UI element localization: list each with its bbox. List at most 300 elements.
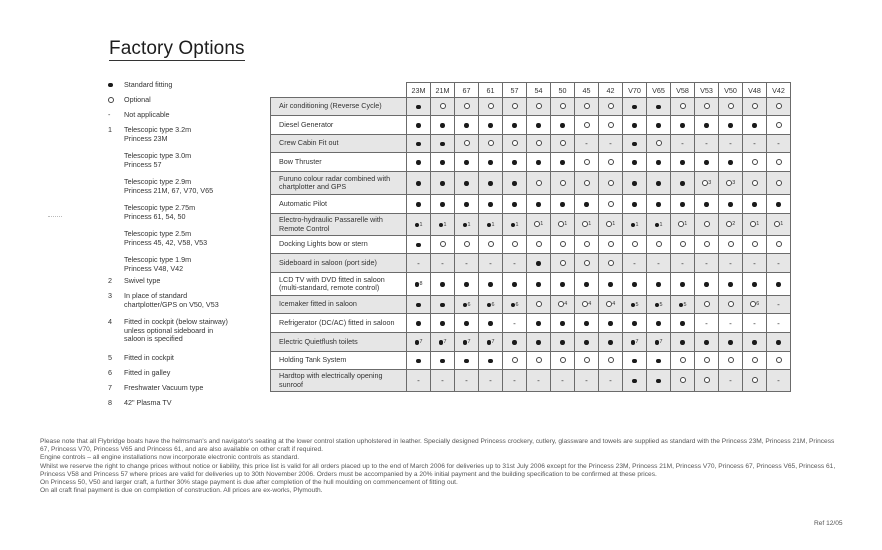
standard-dot-icon bbox=[728, 123, 733, 128]
not-applicable-mark: - bbox=[753, 139, 756, 148]
optional-circle-icon bbox=[584, 241, 590, 247]
legend-text: Fitted in cockpit bbox=[124, 353, 174, 362]
standard-dot-icon bbox=[728, 282, 733, 287]
footnote-number: 6 bbox=[515, 301, 519, 308]
optional-circle-icon bbox=[728, 301, 734, 307]
option-cell bbox=[743, 98, 767, 116]
not-applicable-mark: - bbox=[681, 258, 684, 268]
option-cell bbox=[767, 370, 791, 392]
standard-dot-icon bbox=[415, 223, 420, 228]
option-cell bbox=[527, 153, 551, 172]
option-cell bbox=[431, 370, 455, 392]
option-cell bbox=[623, 172, 647, 195]
option-cell bbox=[503, 236, 527, 254]
note-paragraph: Please note that all Flybridge boats have the helmsman's and navigator's seating at the lower control station upholstered in leather. Specially designed Princess crockery, cutlery, glassware and towels are supplied as standard with the Princess 23M, Princess 21M, Princess 67, Princess V70, Princess V65 and Princess 61, and are also available on other craft if required. bbox=[40, 438, 835, 454]
optional-circle-icon bbox=[656, 241, 662, 247]
optional-circle-icon bbox=[752, 357, 758, 363]
option-cell bbox=[743, 172, 767, 195]
option-cell bbox=[551, 314, 575, 333]
optional-circle-icon bbox=[608, 159, 614, 165]
option-cell bbox=[719, 314, 743, 333]
not-applicable-mark: - bbox=[585, 139, 588, 148]
footnote-number: 5 bbox=[683, 301, 687, 308]
option-cell bbox=[671, 254, 695, 273]
option-cell bbox=[503, 153, 527, 172]
standard-dot-icon bbox=[416, 243, 421, 248]
legend-text: Optional bbox=[124, 95, 151, 104]
standard-dot-icon bbox=[536, 123, 541, 128]
option-cell bbox=[671, 236, 695, 254]
optional-circle-icon bbox=[608, 122, 614, 128]
standard-dot-icon bbox=[536, 160, 541, 165]
option-cell bbox=[719, 370, 743, 392]
standard-dot-icon bbox=[488, 123, 493, 128]
standard-dot-icon bbox=[656, 321, 661, 326]
option-cell bbox=[407, 296, 431, 314]
option-cell bbox=[743, 254, 767, 273]
optional-circle-icon bbox=[560, 140, 566, 146]
note-paragraph: On Princess 50, V50 and larger craft, a further 30% stage payment is due after completion of the hull moulding on commencement of fitting out. bbox=[40, 479, 458, 487]
option-cell bbox=[455, 273, 479, 296]
note-paragraph: Whilst we reserve the right to change prices without notice or liability, this price list is valid for all orders placed up to the end of March 2006 for deliveries up to 31st July 2006 except for the Princess 23M, Princess 21M, Princess V70, Princess 67, Princess V65, Princess 61, Princess V58 and Princess 57 where prices are valid for deliveries up to 30th November 2006. Orders must be accompanied by a 20% initial payment and the building specification to be confirmed at these prices. bbox=[40, 462, 836, 478]
legend-item bbox=[108, 111, 254, 120]
standard-dot-icon bbox=[608, 340, 613, 345]
legend-item bbox=[108, 399, 254, 408]
standard-dot-icon bbox=[415, 340, 420, 345]
option-cell bbox=[599, 153, 623, 172]
standard-dot-icon bbox=[560, 160, 565, 165]
option-cell bbox=[623, 254, 647, 273]
standard-dot-icon bbox=[440, 282, 445, 287]
optional-circle-icon bbox=[776, 122, 782, 128]
model-header: V53 bbox=[695, 83, 719, 98]
not-applicable-mark: - bbox=[489, 376, 492, 385]
legend-text: Freshwater Vacuum type bbox=[124, 383, 204, 392]
footnote-number: 1 bbox=[564, 221, 568, 227]
model-header: 21M bbox=[431, 83, 455, 98]
option-cell bbox=[671, 314, 695, 333]
option-cell bbox=[551, 273, 575, 296]
legend-text: Swivel type bbox=[124, 276, 161, 285]
standard-dot-icon bbox=[440, 303, 445, 308]
model-header: V70 bbox=[623, 83, 647, 98]
footnote-number: 1 bbox=[684, 221, 688, 227]
not-applicable-mark: - bbox=[753, 318, 756, 328]
model-header: 42 bbox=[599, 83, 623, 98]
option-cell bbox=[719, 172, 743, 195]
option-cell bbox=[647, 296, 671, 314]
optional-circle-icon bbox=[440, 103, 446, 109]
optional-circle-icon bbox=[558, 221, 564, 227]
standard-dot-icon bbox=[536, 321, 541, 326]
option-cell bbox=[647, 254, 671, 273]
feature-label: Electro-hydraulic Passarelle with Remote Control bbox=[271, 214, 407, 236]
legend-text: In place of standard chartplotter/GPS on V50, V53 bbox=[124, 291, 219, 309]
option-cell bbox=[671, 333, 695, 352]
option-cell bbox=[527, 116, 551, 135]
feature-label: Air conditioning (Reverse Cycle) bbox=[271, 98, 407, 116]
option-cell bbox=[575, 116, 599, 135]
option-cell bbox=[695, 236, 719, 254]
legend-item bbox=[108, 204, 254, 221]
standard-dot-icon bbox=[560, 123, 565, 128]
standard-dot-icon bbox=[488, 202, 493, 207]
optional-circle-icon bbox=[512, 140, 518, 146]
standard-dot-icon bbox=[728, 202, 733, 207]
table-row bbox=[271, 172, 791, 195]
option-cell bbox=[767, 254, 791, 273]
standard-dot-icon bbox=[415, 282, 420, 287]
legend-item bbox=[108, 318, 254, 344]
option-cell bbox=[407, 370, 431, 392]
standard-dot-icon bbox=[776, 340, 781, 345]
not-applicable-mark: - bbox=[729, 139, 732, 148]
optional-circle-icon bbox=[558, 301, 564, 307]
feature-label: Icemaker fitted in saloon bbox=[271, 296, 407, 314]
optional-circle-icon bbox=[608, 103, 614, 109]
optional-circle-icon bbox=[608, 180, 614, 186]
optional-circle-icon bbox=[608, 201, 614, 207]
optional-circle-icon bbox=[680, 357, 686, 363]
option-cell bbox=[407, 273, 431, 296]
legend-key: 2 bbox=[108, 276, 112, 285]
option-cell bbox=[743, 370, 767, 392]
optional-circle-icon bbox=[680, 241, 686, 247]
optional-circle-icon bbox=[512, 103, 518, 109]
optional-circle-icon bbox=[606, 301, 612, 307]
legend-text: Telescopic type 2.75m Princess 61, 54, 50 bbox=[124, 203, 196, 221]
note-paragraph: On all craft final payment is due on completion of construction. All prices are ex-works, Plymouth. bbox=[40, 487, 323, 495]
option-cell bbox=[719, 135, 743, 153]
standard-dot-icon bbox=[440, 359, 445, 364]
standard-dot-icon bbox=[632, 142, 637, 147]
option-cell bbox=[407, 254, 431, 273]
footnote-number: 7 bbox=[467, 339, 471, 346]
option-cell bbox=[575, 236, 599, 254]
standard-dot-icon bbox=[463, 303, 468, 308]
optional-circle-icon bbox=[702, 180, 708, 186]
option-cell bbox=[527, 172, 551, 195]
footnote-number: 4 bbox=[564, 301, 568, 307]
legend-key: - bbox=[108, 110, 111, 119]
option-cell bbox=[647, 214, 671, 236]
standard-dot-icon bbox=[416, 359, 421, 364]
option-cell bbox=[767, 116, 791, 135]
legend-key: 8 bbox=[108, 398, 112, 407]
standard-dot-icon bbox=[656, 282, 661, 287]
option-cell bbox=[575, 273, 599, 296]
optional-circle-icon bbox=[440, 241, 446, 247]
footnote-number: 5 bbox=[659, 301, 663, 308]
legend-item bbox=[108, 354, 254, 363]
option-cell bbox=[479, 333, 503, 352]
option-cell bbox=[551, 214, 575, 236]
option-cell bbox=[551, 370, 575, 392]
footnote-number: 4 bbox=[588, 301, 592, 307]
standard-dot-icon bbox=[680, 321, 685, 326]
standard-dot-icon bbox=[416, 160, 421, 165]
feature-label: Crew Cabin Fit out bbox=[271, 135, 407, 153]
optional-circle-icon bbox=[776, 159, 782, 165]
not-applicable-mark: - bbox=[441, 376, 444, 385]
standard-dot-icon bbox=[704, 340, 709, 345]
standard-dot-icon bbox=[584, 282, 589, 287]
standard-dot-icon bbox=[464, 282, 469, 287]
option-cell bbox=[695, 273, 719, 296]
footnote-number: 1 bbox=[780, 221, 784, 227]
option-cell bbox=[479, 98, 503, 116]
not-applicable-mark: - bbox=[441, 258, 444, 268]
option-cell bbox=[767, 135, 791, 153]
standard-dot-icon bbox=[512, 282, 517, 287]
footnote-number: 1 bbox=[515, 221, 519, 228]
option-cell bbox=[503, 273, 527, 296]
option-cell bbox=[623, 195, 647, 214]
standard-dot-icon bbox=[464, 359, 469, 364]
table-row bbox=[271, 98, 791, 116]
optional-circle-icon bbox=[488, 241, 494, 247]
standard-dot-icon bbox=[440, 181, 445, 186]
option-cell bbox=[503, 352, 527, 370]
option-cell bbox=[599, 214, 623, 236]
model-header: V50 bbox=[719, 83, 743, 98]
standard-dot-icon bbox=[439, 223, 444, 228]
option-cell bbox=[671, 172, 695, 195]
crop-mark bbox=[48, 216, 62, 218]
legend-text: Standard fitting bbox=[124, 80, 173, 89]
option-cell bbox=[695, 135, 719, 153]
option-cell bbox=[407, 116, 431, 135]
option-cell bbox=[599, 254, 623, 273]
not-applicable-mark: - bbox=[417, 376, 420, 385]
option-cell bbox=[431, 273, 455, 296]
standard-dot-icon bbox=[632, 105, 637, 110]
standard-dot-icon bbox=[680, 123, 685, 128]
feature-label: Holding Tank System bbox=[271, 352, 407, 370]
option-cell bbox=[671, 98, 695, 116]
not-applicable-mark: - bbox=[537, 376, 540, 385]
optional-circle-icon bbox=[704, 301, 710, 307]
not-applicable-mark: - bbox=[657, 258, 660, 268]
standard-dot-icon bbox=[680, 160, 685, 165]
option-cell bbox=[695, 333, 719, 352]
option-cell bbox=[479, 273, 503, 296]
option-cell bbox=[671, 153, 695, 172]
option-cell bbox=[407, 172, 431, 195]
feature-label: Electric Quietflush toilets bbox=[271, 333, 407, 352]
option-cell bbox=[743, 273, 767, 296]
table-row bbox=[271, 296, 791, 314]
option-cell bbox=[431, 135, 455, 153]
standard-dot-icon bbox=[632, 181, 637, 186]
option-cell bbox=[527, 236, 551, 254]
model-header: V48 bbox=[743, 83, 767, 98]
standard-dot-icon bbox=[464, 123, 469, 128]
option-cell bbox=[623, 333, 647, 352]
option-cell bbox=[455, 172, 479, 195]
standard-dot-icon bbox=[680, 340, 685, 345]
option-cell bbox=[647, 135, 671, 153]
footnote-number: 6 bbox=[491, 301, 495, 308]
option-cell bbox=[431, 214, 455, 236]
footnote-number: 8 bbox=[419, 281, 423, 288]
table-row bbox=[271, 370, 791, 392]
option-cell bbox=[527, 98, 551, 116]
optional-circle-icon bbox=[656, 140, 662, 146]
legend-text: Fitted in cockpit (below stairway) unless optional sideboard in saloon is specified bbox=[124, 317, 228, 344]
feature-label: Bow Thruster bbox=[271, 153, 407, 172]
legend-item bbox=[108, 126, 254, 143]
option-cell bbox=[767, 333, 791, 352]
option-cell bbox=[551, 116, 575, 135]
standard-dot-icon bbox=[487, 223, 492, 228]
model-header: 67 bbox=[455, 83, 479, 98]
option-cell bbox=[455, 214, 479, 236]
footnote-number: 3 bbox=[732, 179, 736, 186]
optional-circle-icon bbox=[488, 140, 494, 146]
note-paragraph: Engine controls – all engine installations now incorporate electronic controls as standard. bbox=[40, 454, 300, 462]
option-cell bbox=[599, 352, 623, 370]
optional-circle-icon bbox=[704, 221, 710, 227]
option-cell bbox=[695, 195, 719, 214]
optional-circle-icon bbox=[678, 221, 684, 227]
footnote-number: 1 bbox=[588, 221, 592, 227]
legend-key: 5 bbox=[108, 353, 112, 362]
standard-dot-icon bbox=[656, 359, 661, 364]
option-cell bbox=[479, 153, 503, 172]
footnote-number: 7 bbox=[659, 339, 663, 346]
option-cell bbox=[407, 214, 431, 236]
optional-circle-icon bbox=[728, 357, 734, 363]
reference-code: Ref 12/05 bbox=[814, 520, 843, 527]
standard-dot-icon bbox=[512, 123, 517, 128]
option-cell bbox=[479, 352, 503, 370]
legend-item bbox=[108, 384, 254, 393]
option-cell bbox=[719, 116, 743, 135]
option-cell bbox=[503, 135, 527, 153]
option-cell bbox=[719, 333, 743, 352]
standard-dot-icon bbox=[752, 123, 757, 128]
option-cell bbox=[767, 236, 791, 254]
option-cell bbox=[623, 314, 647, 333]
option-cell bbox=[527, 333, 551, 352]
option-cell bbox=[431, 153, 455, 172]
standard-dot-icon bbox=[656, 160, 661, 165]
standard-dot-icon bbox=[680, 202, 685, 207]
not-applicable-mark: - bbox=[561, 376, 564, 385]
option-cell bbox=[647, 116, 671, 135]
option-cell bbox=[767, 98, 791, 116]
option-cell bbox=[431, 333, 455, 352]
option-cell bbox=[599, 333, 623, 352]
standard-dot-icon bbox=[656, 379, 661, 384]
standard-dot-icon bbox=[512, 340, 517, 345]
option-cell bbox=[431, 314, 455, 333]
optional-circle-icon bbox=[752, 159, 758, 165]
option-cell bbox=[695, 98, 719, 116]
standard-dot-icon bbox=[488, 359, 493, 364]
option-cell bbox=[527, 352, 551, 370]
optional-circle-icon bbox=[584, 180, 590, 186]
option-cell bbox=[719, 296, 743, 314]
standard-dot-icon bbox=[584, 202, 589, 207]
option-cell bbox=[719, 273, 743, 296]
option-cell bbox=[743, 195, 767, 214]
footnote-number: 1 bbox=[659, 221, 663, 228]
standard-dot-icon bbox=[704, 123, 709, 128]
option-cell bbox=[503, 98, 527, 116]
optional-circle-icon bbox=[606, 221, 612, 227]
standard-dot-icon bbox=[656, 202, 661, 207]
legend-item bbox=[108, 292, 254, 309]
optional-circle-icon bbox=[512, 357, 518, 363]
option-cell bbox=[671, 135, 695, 153]
model-header: 50 bbox=[551, 83, 575, 98]
optional-circle-icon bbox=[534, 221, 540, 227]
footnote-number: 7 bbox=[419, 339, 423, 346]
title-rule bbox=[109, 60, 245, 61]
feature-label: Sideboard in saloon (port side) bbox=[271, 254, 407, 273]
standard-dot-icon bbox=[560, 202, 565, 207]
option-cell bbox=[479, 116, 503, 135]
option-cell bbox=[479, 195, 503, 214]
option-cell bbox=[575, 333, 599, 352]
standard-dot-icon bbox=[655, 223, 660, 228]
standard-dot-icon bbox=[439, 340, 444, 345]
option-cell bbox=[695, 214, 719, 236]
legend-text: Telescopic type 3.0m Princess 57 bbox=[124, 151, 192, 169]
legend-item bbox=[108, 152, 254, 169]
option-cell bbox=[671, 195, 695, 214]
legend-key: 6 bbox=[108, 368, 112, 377]
option-cell bbox=[719, 254, 743, 273]
legend-text: 42" Plasma TV bbox=[124, 398, 172, 407]
legend-key: 4 bbox=[108, 317, 112, 326]
option-cell bbox=[599, 172, 623, 195]
option-cell bbox=[647, 236, 671, 254]
feature-label: Diesel Generator bbox=[271, 116, 407, 135]
standard-dot-icon bbox=[631, 223, 636, 228]
not-applicable-mark: - bbox=[777, 300, 780, 309]
table-row bbox=[271, 236, 791, 254]
option-cell bbox=[431, 98, 455, 116]
option-cell bbox=[695, 370, 719, 392]
legend-item bbox=[108, 178, 254, 195]
option-cell bbox=[575, 98, 599, 116]
optional-circle-icon bbox=[752, 103, 758, 109]
standard-dot-icon bbox=[632, 282, 637, 287]
legend-text: Telescopic type 2.5m Princess 45, 42, V58, V53 bbox=[124, 229, 208, 247]
model-header: 23M bbox=[407, 83, 431, 98]
standard-dot-icon bbox=[632, 202, 637, 207]
notes bbox=[40, 438, 840, 495]
standard-dot-icon bbox=[416, 202, 421, 207]
option-cell bbox=[719, 236, 743, 254]
standard-dot-icon bbox=[536, 261, 541, 266]
option-cell bbox=[575, 135, 599, 153]
standard-dot-icon bbox=[752, 340, 757, 345]
optional-circle-icon bbox=[726, 221, 732, 227]
option-cell bbox=[623, 98, 647, 116]
standard-dot-icon bbox=[512, 160, 517, 165]
option-cell bbox=[743, 135, 767, 153]
option-cell bbox=[431, 352, 455, 370]
option-cell bbox=[551, 98, 575, 116]
optional-circle-icon bbox=[584, 103, 590, 109]
option-cell bbox=[623, 153, 647, 172]
optional-circle-icon bbox=[704, 357, 710, 363]
not-applicable-mark: - bbox=[777, 376, 780, 385]
